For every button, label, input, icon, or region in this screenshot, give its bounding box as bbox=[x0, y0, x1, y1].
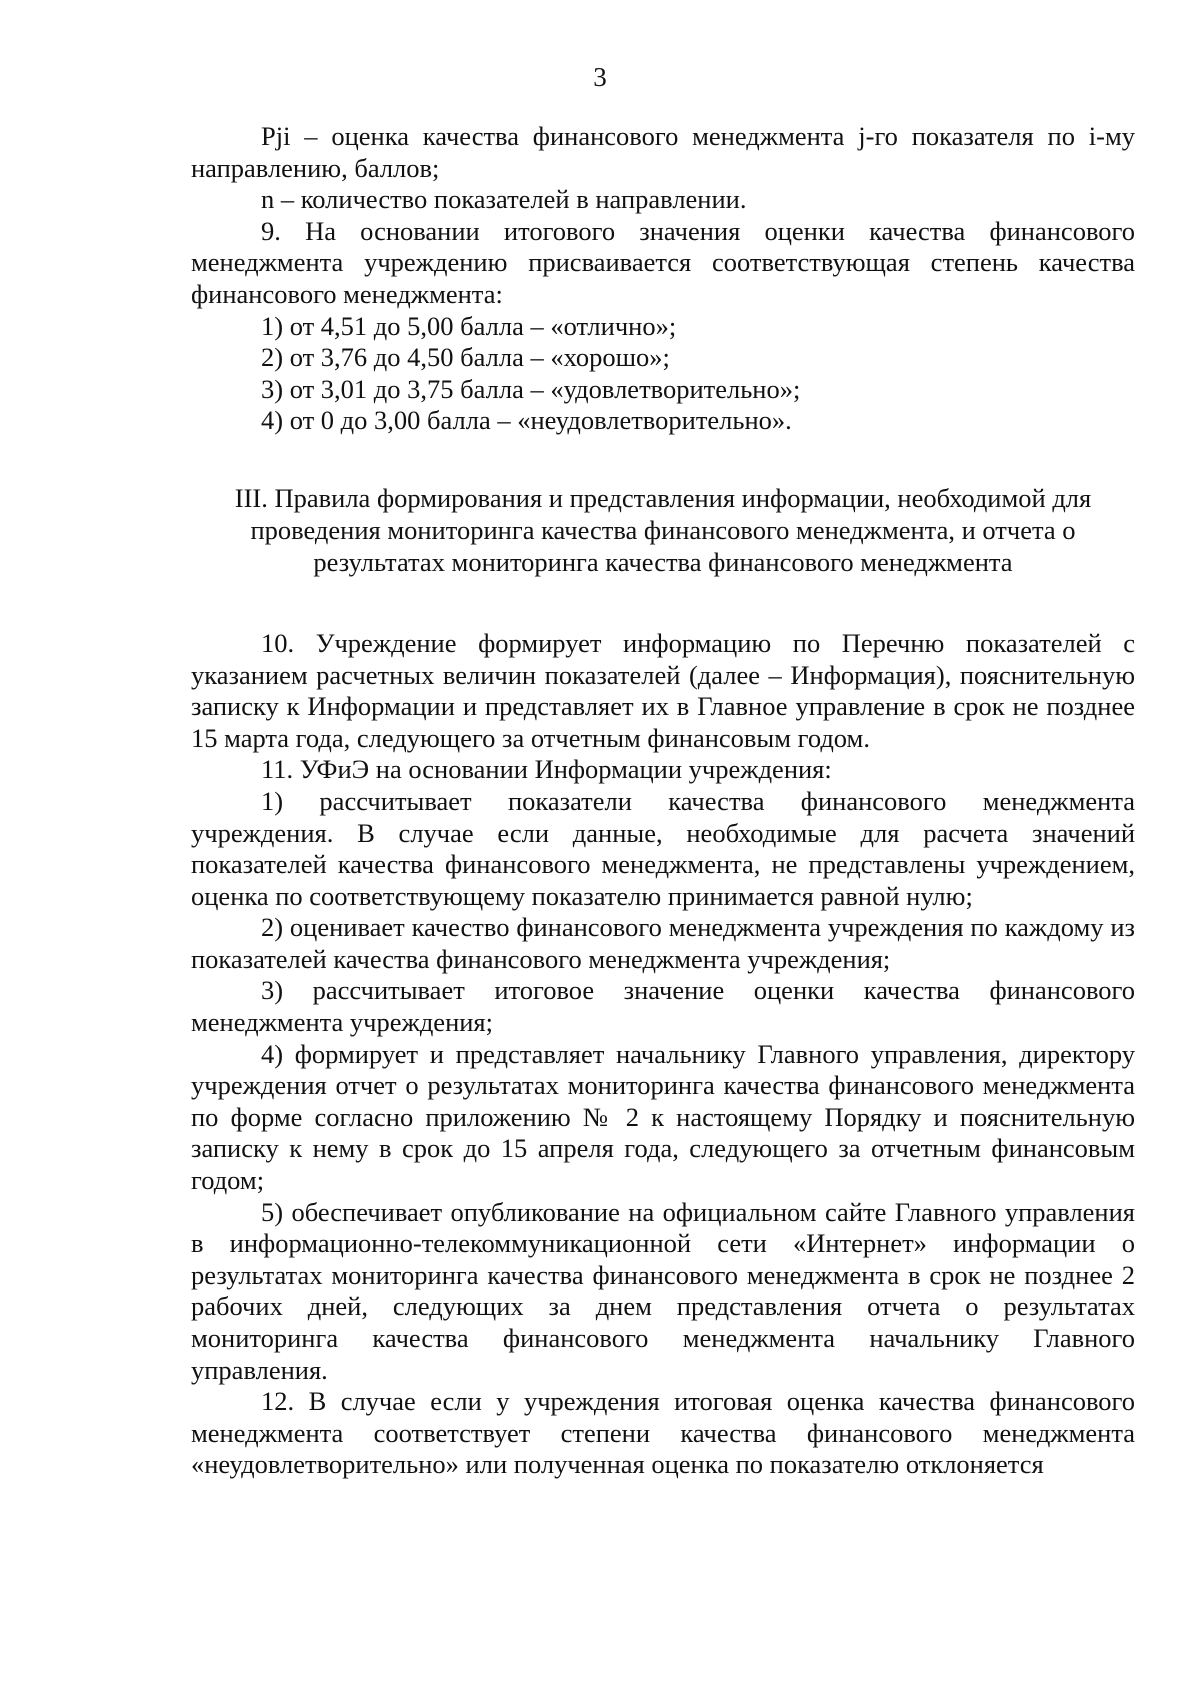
list-item: 2) оценивает качество финансового менеджмента учреждения по каждому из показателей качества финансового менеджмента учреждения; bbox=[191, 912, 1135, 974]
list-item: 5) обеспечивает опубликование на официальном сайте Главного управления в информационно-телекоммуникационной сети «Интернет» информации о результатах мониторинга качества финансового менеджмента в срок не позднее 2 рабочих дней, следующих за днем представления отчета о результатах мониторинга качества финансового менеджмента начальнику Главного управления. bbox=[191, 1196, 1135, 1385]
list-item: 4) формирует и представляет начальнику Главного управления, директору учреждения отчет о результатах мониторинга качества финансового менеджмента по форме согласно приложению № 2 к настоящему Порядку и пояснительную записку к нему в срок до 15 апреля года, следующего за отчетным финансовым годом; bbox=[191, 1038, 1135, 1196]
definition-pji: Pji – оценка качества финансового менеджмента j-го показателя по i-му направлению, баллов; bbox=[191, 121, 1135, 183]
grade-item: 1) от 4,51 до 5,00 балла – «отлично»; bbox=[261, 310, 677, 341]
grade-item: 3) от 3,01 до 3,75 балла – «удовлетворительно»; bbox=[261, 373, 801, 404]
paragraph-10: 10. Учреждение формирует информацию по Перечню показателей с указанием расчетных величин показателей (далее – Информация), пояснительную записку к Информации и представляет их в Главное управление в срок не позднее 15 марта года, следующего за отчетным финансовым годом. bbox=[191, 627, 1135, 753]
definition-n: n – количество показателей в направлении. bbox=[261, 184, 747, 215]
list-item: 1) рассчитывает показатели качества финансового менеджмента учреждения. В случае если данные, необходимые для расчета значений показателей качества финансового менеджмента, не представлены учреждением, оценка по соответствующему показателю принимается равной нулю; bbox=[191, 785, 1135, 911]
list-item: 3) рассчитывает итоговое значение оценки качества финансового менеджмента учреждения; bbox=[191, 975, 1135, 1038]
section-heading: III. Правила формирования и представления информации, необходимой для проведения мониторинга качества финансового менеджмента, и отчета о результатах мониторинга качества финансового менеджмента bbox=[234, 482, 1092, 577]
paragraph-12: 12. В случае если у учреждения итоговая оценка качества финансового менеджмента соответствует степени качества финансового менеджмента «неудовлетворительно» или полученная оценка по показателю отклоняется bbox=[191, 1386, 1135, 1480]
paragraph-9: 9. На основании итогового значения оценки качества финансового менеджмента учреждению присваивается соответствующая степень качества финансового менеджмента: bbox=[191, 215, 1135, 309]
page-number: 3 bbox=[593, 62, 607, 92]
grade-item: 4) от 0 до 3,00 балла – «неудовлетворительно». bbox=[261, 405, 792, 436]
paragraph-11: 11. УФиЭ на основании Информации учреждения: bbox=[261, 754, 832, 785]
document-body bbox=[191, 121, 1135, 1481]
grade-item: 2) от 3,76 до 4,50 балла – «хорошо»; bbox=[261, 342, 670, 373]
